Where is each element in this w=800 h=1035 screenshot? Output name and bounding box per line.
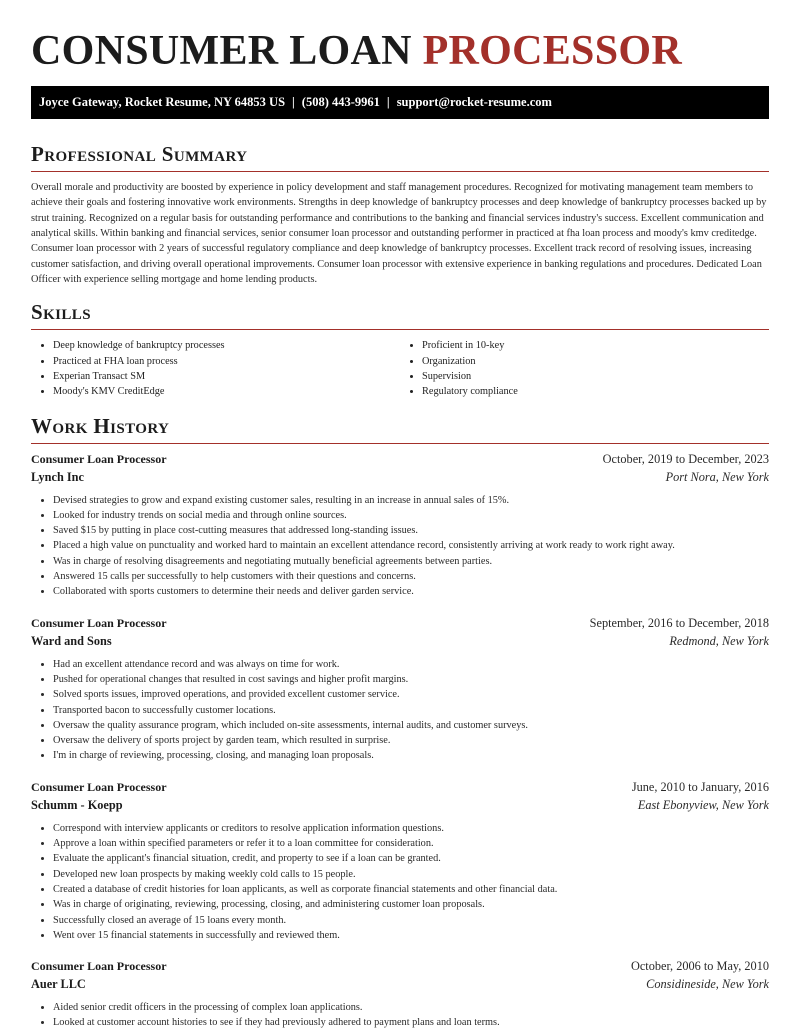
contact-separator: | — [386, 95, 390, 109]
job-entry — [31, 780, 769, 943]
job-location: Considineside, New York — [646, 977, 769, 992]
skill-item: • Proficient in 10-key — [422, 338, 769, 353]
contact-bar — [31, 86, 769, 119]
contact-address: Joyce Gateway, Rocket Resume, NY 64853 US — [39, 95, 286, 109]
skill-item: • Practiced at FHA loan process — [53, 354, 400, 369]
skills-column-right — [400, 338, 769, 399]
skill-item: • Supervision — [422, 369, 769, 384]
work-history-section — [31, 413, 769, 1031]
title-main: CONSUMER LOAN — [31, 28, 423, 74]
resume-page — [31, 0, 769, 1031]
job-location: Redmond, New York — [669, 633, 769, 648]
job-company: Ward and Sons — [31, 633, 112, 648]
job-dates: October, 2006 to May, 2010 — [630, 959, 769, 974]
job-title: Consumer Loan Processor — [31, 451, 167, 466]
skill-item: • Organization — [422, 354, 769, 369]
job-bullet: • Answered 15 calls per successfully to help customers with their questions and concerns. — [53, 569, 769, 584]
job-entry — [31, 452, 769, 600]
job-bullet: • Oversaw the quality assurance program, which included on-site assessments, internal audits, and customer surveys. — [53, 718, 769, 733]
skills-section — [31, 299, 769, 399]
job-bullet: • Pushed for operational changes that resulted in cost savings and higher profit margins. — [53, 672, 769, 687]
summary-text: Overall morale and productivity are boosted by experience in policy development and staff management procedures. Recognized for motivating management team members to achieve their goals and fostering innovative work environments. Strengths in deep knowledge of bankruptcy processes and deep knowledge of bankruptcy processes backed up by strut training. Recognized on a regular basis for outstanding performance and contributions to the banking and financial services industry's success. Excellent communication and analytical skills. Within banking and financial services, senior consumer loan processor and outstanding performer in practiced at fha loan process and moody's kmv creditedge. Consumer loan processor with 2 years of successful regulatory compliance and deep knowledge of bankruptcy processes. Excellent track record of resolving issues, increasing customer satisfaction, and driving overall operational improvements. Consumer loan processor with extensive experience in banking regulations and procedures. Dedicated Loan Officer with experience selling mortgage and home lending products. — [31, 182, 767, 286]
job-bullet: • I'm in charge of reviewing, processing, closing, and managing loan proposals. — [53, 748, 769, 763]
job-bullet: • Solved sports issues, improved operations, and provided excellent customer service. — [53, 687, 769, 702]
job-title: Consumer Loan Processor — [31, 959, 167, 974]
skill-item: • Moody's KMV CreditEdge — [53, 384, 400, 399]
job-bullet: • Went over 15 financial statements in successfully and reviewed them. — [53, 928, 769, 943]
job-bullet: • Placed a high value on punctuality and worked hard to maintain an excellent attendance record, consistently arriving at work ready to work right away. — [53, 538, 769, 553]
job-location: Port Nora, New York — [665, 469, 769, 484]
job-bullet: • Oversaw the delivery of sports project by garden team, which resulted in surprise. — [53, 733, 769, 748]
job-company-row — [31, 977, 769, 995]
job-company: Schumm - Koepp — [31, 797, 123, 812]
skill-item: • Deep knowledge of bankruptcy processes — [53, 338, 400, 353]
job-company-row — [31, 470, 769, 488]
job-bullet: • Was in charge of resolving disagreements and negotiating mutually beneficial agreements between parties. — [53, 554, 769, 569]
contact-email: support@rocket-resume.com — [396, 95, 552, 109]
job-bullet: • Devised strategies to grow and expand existing customer sales, resulting in an increase in annual sales of 15%. — [53, 493, 769, 508]
job-bullet: • Transported bacon to successfully customer locations. — [53, 703, 769, 718]
job-dates: October, 2019 to December, 2023 — [602, 451, 769, 466]
summary-section — [31, 141, 769, 287]
job-company-row — [31, 634, 769, 652]
contact-separator: | — [292, 95, 295, 109]
job-bullet: • Looked for industry trends on social media and through online sources. — [53, 508, 769, 523]
job-bullets — [31, 821, 769, 943]
job-bullet: • Created a database of credit histories for loan applicants, as well as corporate financial statements and other financial data. — [53, 882, 769, 897]
skill-item: • Experian Transact SM — [53, 369, 400, 384]
job-bullet: • Was in charge of originating, reviewing, processing, closing, and administering customer loan proposals. — [53, 897, 769, 912]
job-bullet: • Correspond with interview applicants or creditors to resolve application information questions. — [53, 821, 769, 836]
job-bullet: • Developed new loan prospects by making weekly cold calls to 15 people. — [53, 867, 769, 882]
job-bullet: • Aided senior credit officers in the processing of complex loan applications. — [53, 1000, 769, 1015]
title-accent: PROCESSOR — [422, 28, 682, 74]
job-entry — [31, 616, 769, 764]
job-entry — [31, 959, 769, 1031]
job-header-row — [31, 780, 769, 798]
job-bullets — [31, 493, 769, 600]
job-bullet: • Approve a loan within specified parameters or refer it to a loan committee for consideration. — [53, 836, 769, 851]
job-bullet: • Evaluate the applicant's financial situation, credit, and property to see if a loan can be granted. — [53, 851, 769, 866]
work-history-heading: Work History — [31, 413, 769, 444]
job-company: Auer LLC — [31, 977, 86, 992]
job-title: Consumer Loan Processor — [31, 615, 167, 630]
job-header-row — [31, 452, 769, 470]
summary-heading: Professional Summary — [31, 141, 769, 172]
contact-phone: (508) 443-9961 — [301, 95, 380, 109]
job-company: Lynch Inc — [31, 469, 84, 484]
job-dates: June, 2010 to January, 2016 — [631, 779, 769, 794]
job-bullet: • Saved $15 by putting in place cost-cutting measures that addressed long-standing issues. — [53, 523, 769, 538]
job-bullet: • Had an excellent attendance record and was always on time for work. — [53, 657, 769, 672]
job-dates: September, 2016 to December, 2018 — [589, 615, 769, 630]
job-bullet: • Successfully closed an average of 15 loans every month. — [53, 913, 769, 928]
job-location: East Ebonyview, New York — [637, 797, 769, 812]
job-title: Consumer Loan Processor — [31, 779, 167, 794]
skill-item: • Regulatory compliance — [422, 384, 769, 399]
job-bullets — [31, 1000, 769, 1031]
skills-grid — [31, 338, 769, 399]
job-header-row — [31, 959, 769, 977]
job-bullet: • Collaborated with sports customers to determine their needs and deliver garden service. — [53, 584, 769, 599]
skills-heading: Skills — [31, 299, 769, 330]
job-bullets — [31, 657, 769, 764]
job-header-row — [31, 616, 769, 634]
skills-column-left — [31, 338, 400, 399]
page-title — [31, 0, 769, 80]
job-bullet: • Looked at customer account histories to see if they had previously adhered to payment plans and loan terms. — [53, 1015, 769, 1030]
job-company-row — [31, 798, 769, 816]
